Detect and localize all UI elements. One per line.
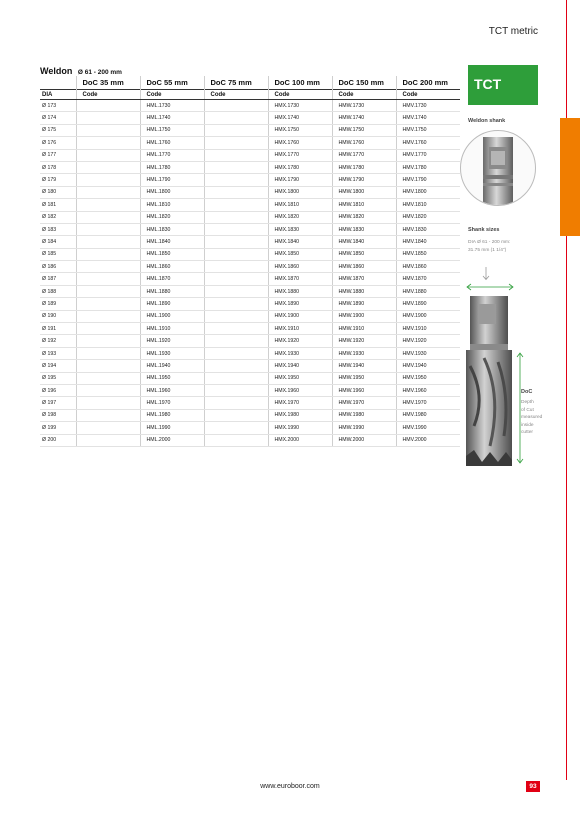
code-cell <box>204 261 268 273</box>
code-cell: HML.1860 <box>140 261 204 273</box>
table-row <box>40 211 460 223</box>
code-cell <box>204 434 268 446</box>
dia-cell: Ø 198 <box>40 409 76 421</box>
column-header: DoC 35 mm <box>76 76 140 90</box>
table-row <box>40 397 460 409</box>
code-cell <box>204 248 268 260</box>
code-cell: HMV.1760 <box>396 137 460 149</box>
code-cell: HMX.1860 <box>268 261 332 273</box>
code-cell: HML.1780 <box>140 161 204 173</box>
column-header: DoC 55 mm <box>140 76 204 90</box>
code-cell: HMW.1860 <box>332 261 396 273</box>
code-cell <box>204 409 268 421</box>
shank-sizes-note <box>468 239 510 254</box>
diameter-arrow-icon <box>466 282 514 292</box>
code-cell: HMW.2000 <box>332 434 396 446</box>
dia-cell: Ø 174 <box>40 112 76 124</box>
code-cell <box>76 360 140 372</box>
table-row <box>40 124 460 136</box>
dia-cell: Ø 183 <box>40 223 76 235</box>
code-cell <box>76 298 140 310</box>
code-cell <box>204 174 268 186</box>
table-row <box>40 223 460 235</box>
code-cell: HML.1900 <box>140 310 204 322</box>
dia-cell: Ø 184 <box>40 236 76 248</box>
code-cell: HMW.1900 <box>332 310 396 322</box>
sub-header-cell: Code <box>396 90 460 100</box>
code-cell: HMW.1770 <box>332 149 396 161</box>
dia-cell: Ø 199 <box>40 422 76 434</box>
orange-section-tab <box>560 118 580 236</box>
table-row <box>40 372 460 384</box>
code-cell: HMX.1930 <box>268 347 332 359</box>
sub-header-cell: Code <box>204 90 268 100</box>
section-range: Ø 61 - 200 mm <box>77 69 122 76</box>
code-cell: HMV.1980 <box>396 409 460 421</box>
code-cell: HMX.1780 <box>268 161 332 173</box>
code-cell: HMX.1740 <box>268 112 332 124</box>
cutter-image <box>464 296 514 466</box>
code-cell: HMX.1870 <box>268 273 332 285</box>
code-cell <box>76 434 140 446</box>
code-cell <box>76 174 140 186</box>
table-row <box>40 273 460 285</box>
table-row <box>40 186 460 198</box>
table-row <box>40 174 460 186</box>
code-cell: HMW.1820 <box>332 211 396 223</box>
code-cell <box>76 149 140 161</box>
table-row <box>40 261 460 273</box>
code-cell: HMX.1830 <box>268 223 332 235</box>
doc-note-line: Depth <box>521 400 534 405</box>
code-cell <box>204 347 268 359</box>
code-cell: HML.1970 <box>140 397 204 409</box>
code-cell: HMW.1870 <box>332 273 396 285</box>
table-row <box>40 323 460 335</box>
code-cell <box>204 211 268 223</box>
code-cell: HMX.1790 <box>268 174 332 186</box>
table-row <box>40 360 460 372</box>
code-cell: HML.2000 <box>140 434 204 446</box>
code-cell <box>76 422 140 434</box>
code-cell: HMV.1930 <box>396 347 460 359</box>
table-row <box>40 149 460 161</box>
code-cell: HMV.1900 <box>396 310 460 322</box>
code-cell: HML.1740 <box>140 112 204 124</box>
table-row <box>40 199 460 211</box>
dia-cell: Ø 186 <box>40 261 76 273</box>
code-cell <box>76 199 140 211</box>
table-row <box>40 384 460 396</box>
code-cell: HMW.1880 <box>332 285 396 297</box>
code-cell: HMX.1880 <box>268 285 332 297</box>
code-cell: HMV.1970 <box>396 397 460 409</box>
code-cell: HML.1820 <box>140 211 204 223</box>
dia-cell: Ø 182 <box>40 211 76 223</box>
dia-cell: Ø 176 <box>40 137 76 149</box>
doc-note-line: cutter <box>521 430 533 435</box>
dia-cell: Ø 188 <box>40 285 76 297</box>
code-cell: HML.1800 <box>140 186 204 198</box>
code-cell: HMW.1850 <box>332 248 396 260</box>
code-cell <box>204 298 268 310</box>
code-cell <box>204 360 268 372</box>
code-cell: HMX.2000 <box>268 434 332 446</box>
column-header: DoC 150 mm <box>332 76 396 90</box>
code-cell <box>76 347 140 359</box>
sub-header-row <box>40 90 460 100</box>
arrow-down-icon <box>481 267 491 281</box>
dia-cell: Ø 192 <box>40 335 76 347</box>
section-title <box>40 66 122 76</box>
code-cell: HMX.1760 <box>268 137 332 149</box>
code-cell <box>76 211 140 223</box>
column-header-dia-spacer <box>40 76 76 90</box>
page-header-title: TCT metric <box>488 26 538 37</box>
code-cell <box>76 409 140 421</box>
code-cell: HML.1770 <box>140 149 204 161</box>
table-row <box>40 100 460 112</box>
code-cell: HMW.1980 <box>332 409 396 421</box>
code-cell: HMV.1850 <box>396 248 460 260</box>
code-cell: HMW.1890 <box>332 298 396 310</box>
code-cell <box>204 199 268 211</box>
code-cell <box>76 112 140 124</box>
table-row <box>40 434 460 446</box>
code-cell: HML.1730 <box>140 100 204 112</box>
code-cell: HMX.1770 <box>268 149 332 161</box>
code-cell: HMV.2000 <box>396 434 460 446</box>
code-cell <box>204 236 268 248</box>
code-cell: HML.1840 <box>140 236 204 248</box>
code-cell <box>76 285 140 297</box>
sub-header-cell: Code <box>268 90 332 100</box>
sub-header-cell: Code <box>332 90 396 100</box>
table-row <box>40 347 460 359</box>
table-row <box>40 248 460 260</box>
code-cell: HMX.1820 <box>268 211 332 223</box>
code-cell: HMX.1970 <box>268 397 332 409</box>
dia-cell: Ø 191 <box>40 323 76 335</box>
code-cell <box>76 161 140 173</box>
code-cell: HMV.1840 <box>396 236 460 248</box>
code-cell: HMX.1730 <box>268 100 332 112</box>
code-cell: HMX.1910 <box>268 323 332 335</box>
table-row <box>40 298 460 310</box>
code-cell: HMW.1730 <box>332 100 396 112</box>
dia-cell: Ø 197 <box>40 397 76 409</box>
shank-note-line: 31.75 mm (1 1/4") <box>468 247 507 253</box>
code-cell: HMV.1730 <box>396 100 460 112</box>
code-cell: HMX.1960 <box>268 384 332 396</box>
code-cell: HML.1930 <box>140 347 204 359</box>
dia-cell: Ø 195 <box>40 372 76 384</box>
code-cell: HMV.1880 <box>396 285 460 297</box>
sub-header-cell: Code <box>76 90 140 100</box>
code-cell: HMW.1950 <box>332 372 396 384</box>
dia-cell: Ø 187 <box>40 273 76 285</box>
table-row <box>40 112 460 124</box>
code-cell: HMV.1810 <box>396 199 460 211</box>
page-number: 93 <box>526 781 540 792</box>
code-cell: HMX.1940 <box>268 360 332 372</box>
code-cell: HMW.1800 <box>332 186 396 198</box>
code-cell <box>76 384 140 396</box>
code-cell <box>76 323 140 335</box>
code-cell: HMX.1980 <box>268 409 332 421</box>
code-cell <box>204 273 268 285</box>
weldon-shank-label: Weldon shank <box>468 118 506 124</box>
code-cell: HMW.1970 <box>332 397 396 409</box>
code-cell: HML.1810 <box>140 199 204 211</box>
code-cell <box>204 422 268 434</box>
code-cell <box>204 186 268 198</box>
doc-label: DoC <box>521 389 533 395</box>
code-cell: HMX.1800 <box>268 186 332 198</box>
footer-url: www.euroboor.com <box>260 783 320 790</box>
code-cell: HMW.1750 <box>332 124 396 136</box>
dia-cell: Ø 178 <box>40 161 76 173</box>
code-cell: HMX.1920 <box>268 335 332 347</box>
shank-note-line: DIA Ø 61 - 200 mm: <box>468 240 511 245</box>
code-cell: HMV.1990 <box>396 422 460 434</box>
tct-badge: TCT <box>468 65 538 105</box>
doc-note-line: inside <box>521 422 534 428</box>
code-cell: HMX.1900 <box>268 310 332 322</box>
code-cell: HML.1880 <box>140 285 204 297</box>
code-cell: HML.1910 <box>140 323 204 335</box>
doc-note-line: of Cut <box>521 407 534 413</box>
code-cell: HMW.1920 <box>332 335 396 347</box>
table-row <box>40 422 460 434</box>
dia-cell: Ø 193 <box>40 347 76 359</box>
code-cell: HMV.1750 <box>396 124 460 136</box>
dia-cell: Ø 180 <box>40 186 76 198</box>
code-cell <box>204 384 268 396</box>
code-cell: HMV.1740 <box>396 112 460 124</box>
code-cell: HMV.1890 <box>396 298 460 310</box>
code-cell: HMW.1780 <box>332 161 396 173</box>
code-cell: HML.1940 <box>140 360 204 372</box>
code-cell <box>76 100 140 112</box>
code-cell: HML.1830 <box>140 223 204 235</box>
dia-cell: Ø 190 <box>40 310 76 322</box>
code-cell <box>76 137 140 149</box>
code-cell: HMW.1740 <box>332 112 396 124</box>
code-cell: HMV.1830 <box>396 223 460 235</box>
table-row <box>40 409 460 421</box>
code-cell <box>204 285 268 297</box>
code-cell <box>76 124 140 136</box>
code-cell: HMX.1840 <box>268 236 332 248</box>
table-row <box>40 310 460 322</box>
code-cell: HMV.1800 <box>396 186 460 198</box>
code-cell: HML.1760 <box>140 137 204 149</box>
sub-header-cell: Code <box>140 90 204 100</box>
dia-cell: Ø 177 <box>40 149 76 161</box>
code-cell <box>76 223 140 235</box>
code-cell: HMW.1830 <box>332 223 396 235</box>
code-cell: HMV.1780 <box>396 161 460 173</box>
column-header: DoC 200 mm <box>396 76 460 90</box>
code-cell: HMW.1760 <box>332 137 396 149</box>
code-cell <box>76 310 140 322</box>
code-cell <box>76 273 140 285</box>
code-cell <box>76 248 140 260</box>
dia-cell: Ø 194 <box>40 360 76 372</box>
code-cell: HML.1750 <box>140 124 204 136</box>
dia-cell: Ø 185 <box>40 248 76 260</box>
code-cell: HMW.1910 <box>332 323 396 335</box>
code-cell: HML.1990 <box>140 422 204 434</box>
dia-cell: Ø 175 <box>40 124 76 136</box>
code-cell: HMX.1750 <box>268 124 332 136</box>
dia-cell: Ø 181 <box>40 199 76 211</box>
code-cell: HMW.1840 <box>332 236 396 248</box>
code-cell <box>204 112 268 124</box>
code-cell <box>204 149 268 161</box>
dia-cell: Ø 189 <box>40 298 76 310</box>
code-cell: HMV.1870 <box>396 273 460 285</box>
code-cell: HMV.1940 <box>396 360 460 372</box>
table-row <box>40 137 460 149</box>
code-cell <box>204 397 268 409</box>
code-cell: HMX.1850 <box>268 248 332 260</box>
table-row <box>40 335 460 347</box>
code-cell: HML.1950 <box>140 372 204 384</box>
table-row <box>40 285 460 297</box>
dia-cell: Ø 179 <box>40 174 76 186</box>
weldon-shank-image <box>460 130 536 206</box>
code-cell: HMW.1930 <box>332 347 396 359</box>
dia-cell: Ø 196 <box>40 384 76 396</box>
code-cell <box>204 161 268 173</box>
doc-note <box>521 399 557 437</box>
code-cell: HMX.1990 <box>268 422 332 434</box>
code-cell <box>76 186 140 198</box>
dia-cell: Ø 200 <box>40 434 76 446</box>
code-cell: HML.1920 <box>140 335 204 347</box>
code-cell: HML.1960 <box>140 384 204 396</box>
code-cell <box>204 310 268 322</box>
column-header: DoC 75 mm <box>204 76 268 90</box>
code-cell <box>204 223 268 235</box>
code-cell: HMX.1890 <box>268 298 332 310</box>
red-margin-rule <box>566 0 567 780</box>
code-cell <box>76 397 140 409</box>
code-cell: HMV.1960 <box>396 384 460 396</box>
section-title-text: Weldon <box>40 66 73 76</box>
column-header: DoC 100 mm <box>268 76 332 90</box>
code-cell: HMV.1920 <box>396 335 460 347</box>
code-cell: HML.1790 <box>140 174 204 186</box>
shank-sizes-label: Shank sizes <box>468 227 500 233</box>
code-cell <box>76 261 140 273</box>
code-cell <box>204 323 268 335</box>
dia-cell: Ø 173 <box>40 100 76 112</box>
code-cell: HMW.1960 <box>332 384 396 396</box>
code-cell: HML.1890 <box>140 298 204 310</box>
sub-header-cell: DIA <box>40 90 76 100</box>
code-cell <box>76 335 140 347</box>
column-header-row <box>40 76 460 90</box>
code-cell: HMV.1910 <box>396 323 460 335</box>
code-cell <box>204 124 268 136</box>
code-cell: HMV.1950 <box>396 372 460 384</box>
code-cell: HMX.1950 <box>268 372 332 384</box>
code-cell: HMW.1940 <box>332 360 396 372</box>
code-cell <box>76 236 140 248</box>
product-code-table <box>40 76 460 447</box>
code-cell <box>204 100 268 112</box>
code-cell: HMV.1770 <box>396 149 460 161</box>
table-row <box>40 236 460 248</box>
table-row <box>40 161 460 173</box>
code-cell: HML.1870 <box>140 273 204 285</box>
code-cell: HMW.1790 <box>332 174 396 186</box>
code-cell: HML.1850 <box>140 248 204 260</box>
code-cell: HMV.1790 <box>396 174 460 186</box>
code-cell: HMV.1860 <box>396 261 460 273</box>
code-cell <box>204 137 268 149</box>
doc-note-line: measured <box>521 415 543 420</box>
code-cell: HMW.1810 <box>332 199 396 211</box>
code-cell: HMV.1820 <box>396 211 460 223</box>
code-cell: HML.1980 <box>140 409 204 421</box>
code-cell <box>204 372 268 384</box>
code-cell: HMX.1810 <box>268 199 332 211</box>
code-cell: HMW.1990 <box>332 422 396 434</box>
code-cell <box>204 335 268 347</box>
code-cell <box>76 372 140 384</box>
